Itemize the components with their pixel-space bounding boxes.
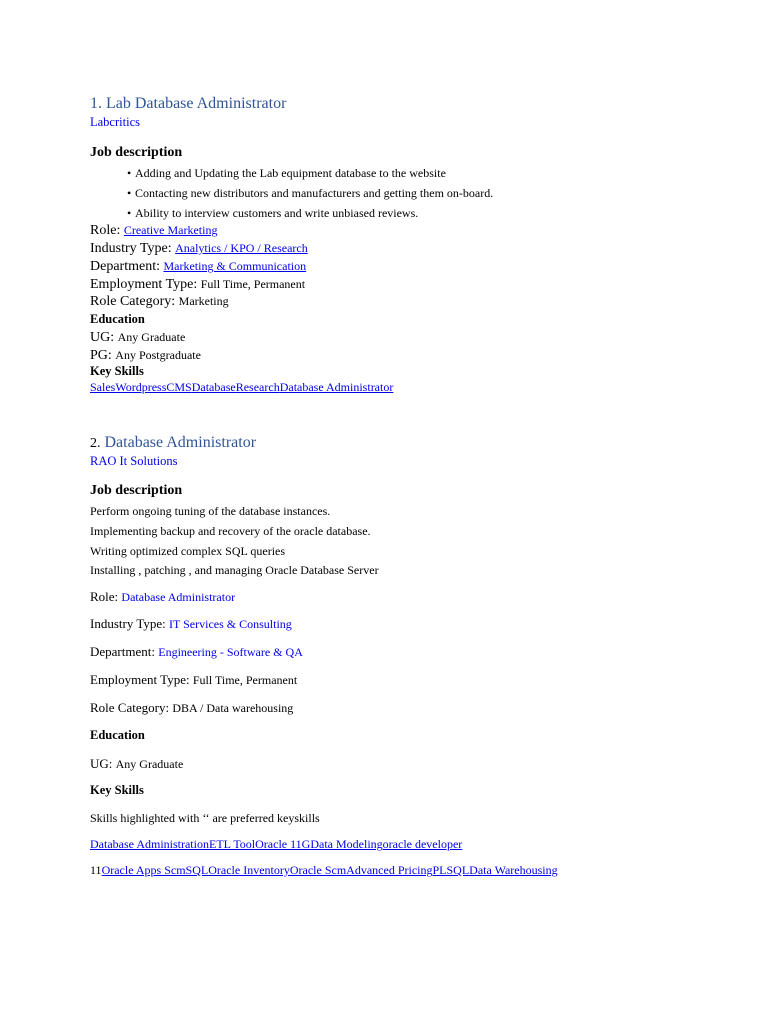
skill-link[interactable]: Advanced Pricing [346,863,433,877]
skill-link[interactable]: Oracle Apps Scm [101,863,186,877]
job2-title-text: Database Administrator [104,434,257,451]
job1-role-label: Role: [90,223,124,238]
job2-employment-row [90,672,297,688]
job1-bullet-text: Adding and Updating the Lab equipment database to the website [135,166,446,180]
job2-number: 2. [90,436,101,451]
skill-link[interactable]: SQL [185,863,209,877]
job2-role-label: Role: [90,589,122,604]
job1-ug-label: UG: [90,330,118,345]
job1-industry-row [90,240,308,256]
job2-title [90,435,256,451]
job2-skills-line1 [90,838,462,850]
skill-link[interactable]: Wordpress [115,380,167,394]
job1-title [90,96,286,112]
job1-employment-label: Employment Type: [90,277,201,292]
job2-ug-row [90,756,183,772]
skills-prefix: 11 [90,863,102,877]
job2-ug-value: Any Graduate [115,757,184,771]
job1-employment-row [90,276,305,292]
job1-education-heading: Education [90,312,145,326]
job2-role-category-label: Role Category: [90,700,173,715]
job1-title-text: Lab Database Administrator [106,95,287,112]
job1-key-skills-list [90,381,393,393]
job2-role-category-value: DBA / Data warehousing [172,701,294,715]
job2-industry-row [90,616,292,632]
skill-link[interactable]: Database Administrator [279,380,394,394]
bullet-icon: • [127,206,132,220]
job2-department-row [90,644,303,660]
job2-department-value: Engineering - Software & QA [158,645,303,659]
job1-ug-row [90,329,185,345]
job1-department-label: Department: [90,259,164,274]
skill-link[interactable]: Database [191,380,236,394]
job1-role-category-label: Role Category: [90,294,179,309]
job2-employment-value: Full Time, Permanent [192,673,298,687]
job1-department-link[interactable]: Marketing & Communication [163,259,307,273]
skill-link[interactable]: ETL Tool [208,837,256,851]
job1-pg-row [90,347,201,363]
skill-link[interactable]: Research [235,380,280,394]
skill-link[interactable]: Sales [90,380,116,394]
skill-link[interactable]: PLSQL [432,863,470,877]
job2-education-heading: Education [90,728,145,742]
job1-pg-label: PG: [90,348,116,363]
job2-company: RAO It Solutions [90,454,178,468]
skill-link[interactable]: Oracle Scm [289,863,347,877]
job1-role-link[interactable]: Creative Marketing [123,223,218,237]
job2-department-label: Department: [90,644,159,659]
job2-key-skills-heading: Key Skills [90,783,144,797]
job2-role-category-row [90,700,293,716]
bullet-icon: • [127,166,132,180]
skill-link[interactable]: Oracle 11G [255,837,311,851]
job1-ug-value: Any Graduate [117,330,186,344]
job2-employment-label: Employment Type: [90,672,193,687]
job2-jd-line: Perform ongoing tuning of the database instances. [90,504,331,518]
job2-industry-label: Industry Type: [90,616,170,631]
job1-role-category-value: Marketing [178,294,229,308]
job2-jd-heading: Job description [90,483,183,498]
skill-link[interactable]: Data Warehousing [469,863,558,877]
job1-department-row [90,258,306,274]
skill-link[interactable]: Database Administration [90,837,209,851]
skill-link[interactable]: Oracle Inventory [208,863,290,877]
job1-role-row [90,222,217,238]
job2-jd-line: Installing , patching , and managing Oracle Database Server [90,563,379,577]
job2-skills-note: Skills highlighted with ‘‘ are preferred keyskills [90,811,320,825]
job2-ug-label: UG: [90,756,116,771]
job1-company: Labcritics [90,115,140,129]
job1-bullet-text: Contacting new distributors and manufacturers and getting them on-board. [135,186,494,200]
job1-pg-value: Any Postgraduate [115,348,201,362]
job2-role-value: Database Administrator [121,590,236,604]
job1-bullet [127,207,418,219]
job1-key-skills-heading: Key Skills [90,364,144,378]
skill-link[interactable]: Data Modeling [310,837,383,851]
job1-role-category-row [90,293,229,309]
job2-jd-line: Implementing backup and recovery of the oracle database. [90,524,371,538]
job1-industry-link[interactable]: Analytics / KPO / Research [175,241,308,255]
skill-link[interactable]: CMS [166,380,192,394]
job1-jd-heading: Job description [90,145,183,160]
job1-bullet [127,187,493,199]
job1-number: 1. [90,95,102,112]
job2-skills-line2 [90,864,558,876]
job1-bullet-text: Ability to interview customers and write unbiased reviews. [135,206,419,220]
job2-role-row [90,589,235,605]
job1-industry-label: Industry Type: [90,241,176,256]
job1-bullet [127,167,446,179]
bullet-icon: • [127,186,132,200]
skill-link[interactable]: oracle developer [382,837,463,851]
job1-employment-value: Full Time, Permanent [200,277,306,291]
job2-industry-value: IT Services & Consulting [169,617,292,631]
job2-jd-line: Writing optimized complex SQL queries [90,544,286,558]
